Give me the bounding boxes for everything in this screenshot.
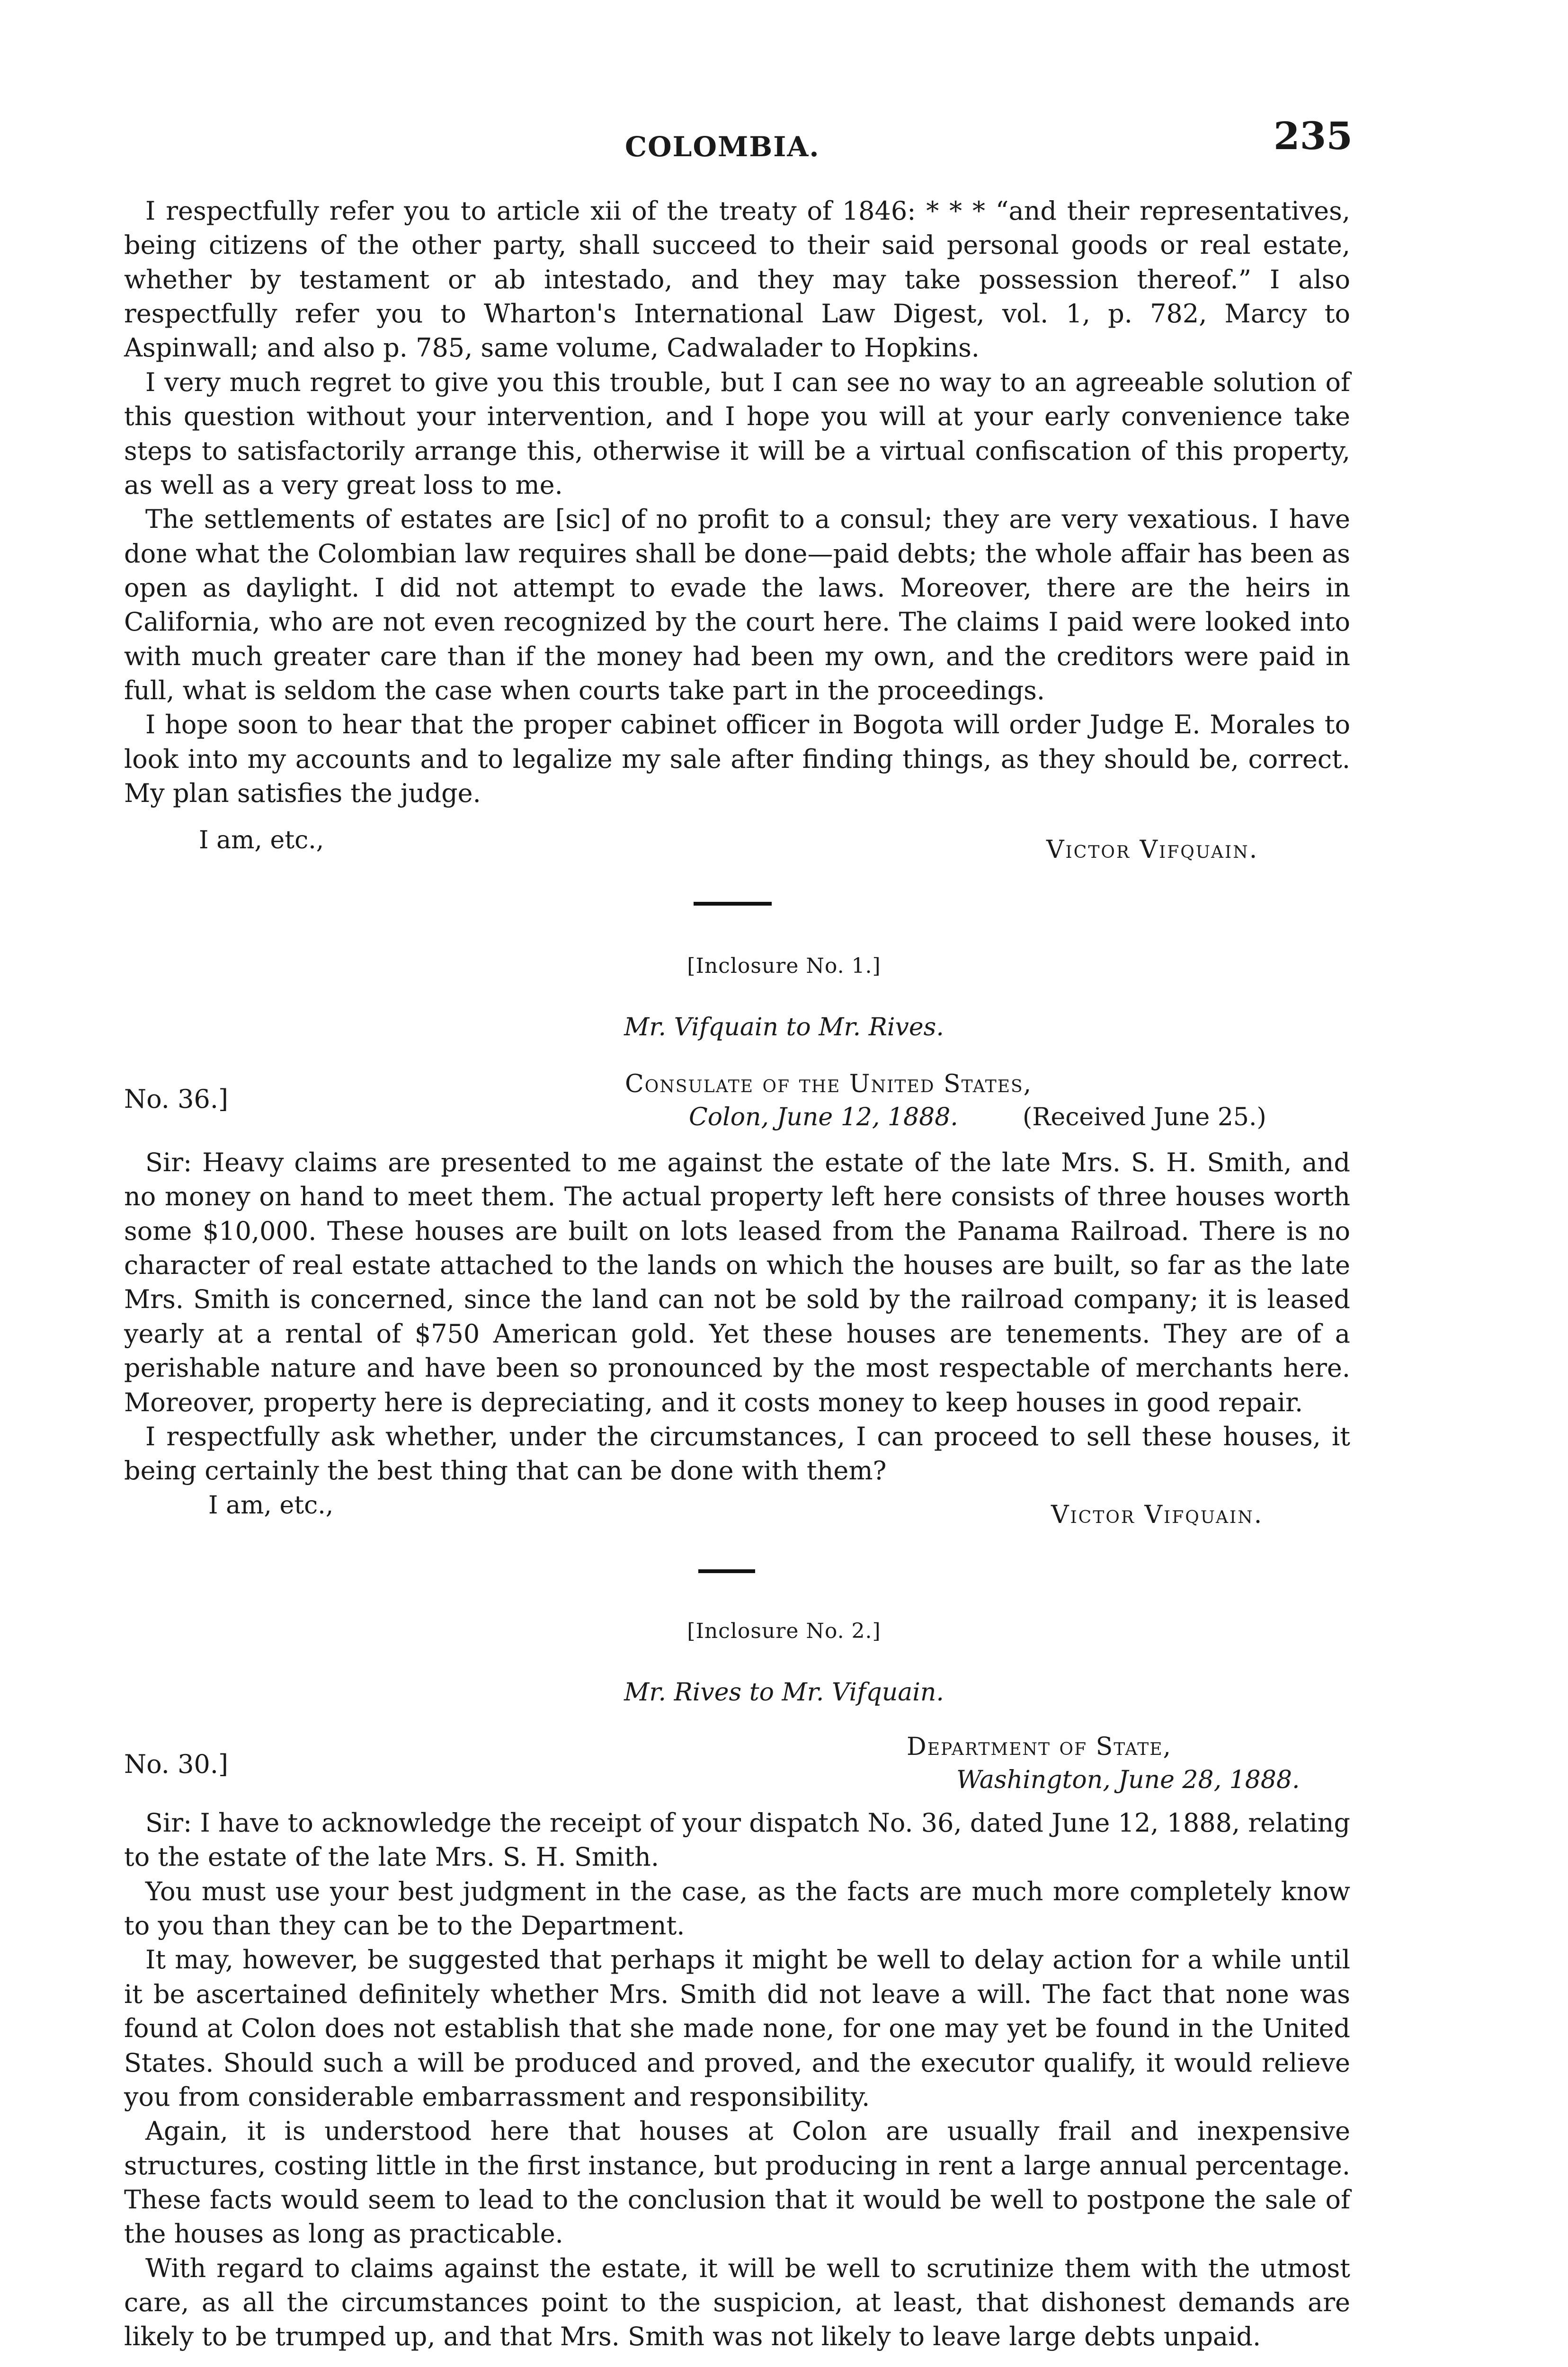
inclosure-2-paragraph: You must use your best judgment in the case, as the facts are much more completely know to you than they can be to the Department. bbox=[124, 1876, 1350, 1941]
intro-paragraph: I respectfully refer you to article xii of the treaty of 1846: * * * “and their representatives, being citizens of the other party, shall succeed to their said personal goods or real estate, whether by testament or ab intestado, and they may take possession thereof.” I also respectfully refer you to Wharton's International Law Digest, vol. 1, p. 782, Marcy to Aspinwall; and also p. 785, same volume, Cadwalader to Hopkins. bbox=[124, 196, 1350, 363]
inclosure-1-closing: I am, etc., bbox=[208, 1491, 334, 1520]
inclosure-1-signature: Victor Vifquain. bbox=[1051, 1501, 1264, 1529]
intro-letter-body bbox=[124, 194, 1350, 810]
inclosure-2-paragraph: With regard to claims against the estate, it will be well to scrutinize them with the utmost care, as all the circumstances point to the suspicion, at least, that dishonest demands are likely to be trumped up, and that Mrs. Smith was not likely to leave large debts unpaid. bbox=[124, 2253, 1350, 2352]
inclosure-2-place-date: Washington, June 28, 1888. bbox=[956, 1766, 1300, 1794]
inclosure-1-title: Mr. Vifquain to Mr. Rives. bbox=[624, 1013, 944, 1041]
inclosure-2-paragraph: Sir: I have to acknowledge the receipt of your dispatch No. 36, dated June 12, 1888, relating to the estate of the late Mrs. S. H. Smith. bbox=[124, 1808, 1350, 1872]
inclosure-1-body bbox=[124, 1146, 1350, 1488]
inclosure-2-label: [Inclosure No. 2.] bbox=[687, 1619, 881, 1643]
inclosure-1-received: (Received June 25.) bbox=[1023, 1103, 1266, 1131]
inclosure-1-origin: Consulate of the United States, bbox=[625, 1070, 1033, 1098]
intro-paragraph: I hope soon to hear that the proper cabinet officer in Bogota will order Judge E. Morales to look into my accounts and to legalize my sale after finding things, as they should be, correct. My plan satisfies the judge. bbox=[124, 710, 1350, 809]
inclosure-2-title: Mr. Rives to Mr. Vifquain. bbox=[624, 1678, 944, 1707]
running-head-title: COLOMBIA. bbox=[625, 131, 820, 163]
inclosure-2-origin: Department of State, bbox=[907, 1733, 1172, 1761]
page-number: 235 bbox=[1274, 114, 1353, 158]
intro-paragraph: I very much regret to give you this trouble, but I can see no way to an agreeable solution of this question without your intervention, and I hope you will at your early convenience take steps to satisfactorily arrange this, otherwise it will be a virtual confiscation of this property, as well as a very great loss to me. bbox=[124, 367, 1350, 500]
inclosure-1-label: [Inclosure No. 1.] bbox=[687, 954, 881, 978]
inclosure-2-doc-number: No. 30.] bbox=[124, 1749, 229, 1779]
inclosure-1-place-date: Colon, June 12, 1888. bbox=[689, 1103, 958, 1131]
inclosure-2-paragraph: Again, it is understood here that houses at Colon are usually frail and inexpensive structures, costing little in the first instance, but producing in rent a large annual percentage. These facts would seem to lead to the conclusion that it would be well to postpone the sale of the houses as long as practicable. bbox=[124, 2116, 1350, 2249]
section-divider bbox=[694, 902, 772, 906]
intro-closing: I am, etc., bbox=[199, 826, 324, 854]
inclosure-1-paragraph: I respectfully ask whether, under the circumstances, I can proceed to sell these houses, it being certainly the best thing that can be done with them? bbox=[124, 1421, 1350, 1486]
intro-signature: Victor Vifquain. bbox=[1046, 836, 1259, 864]
inclosure-1-paragraph: Sir: Heavy claims are presented to me against the estate of the late Mrs. S. H. Smith, and no money on hand to meet them. The actual property left here consists of three houses worth some $10,000. These houses are built on lots leased from the Panama Railroad. There is no character of real estate attached to the lands on which the houses are built, so far as the late Mrs. Smith is concerned, since the land can not be sold by the railroad company; it is leased yearly at a rental of $750 American gold. Yet these houses are tenements. They are of a perishable nature and have been so pronounced by the most respectable of merchants here. Moreover, property here is depreciating, and it costs money to keep houses in good repair. bbox=[124, 1148, 1350, 1417]
section-divider bbox=[698, 1569, 755, 1573]
intro-paragraph: The settlements of estates are [sic] of no profit to a consul; they are very vexatious. I have done what the Colombian law requires shall be done—paid debts; the whole affair has been as open as daylight. I did not attempt to evade the laws. Moreover, there are the heirs in California, who are not even recognized by the court here. The claims I paid were looked into with much greater care than if the money had been my own, and the creditors were paid in full, what is seldom the case when courts take part in the proceedings. bbox=[124, 504, 1350, 706]
inclosure-1-doc-number: No. 36.] bbox=[124, 1084, 229, 1114]
inclosure-2-paragraph: It may, however, be suggested that perhaps it might be well to delay action for a while until it be ascertained definitely whether Mrs. Smith did not leave a will. The fact that none was found at Colon does not establish that she made none, for one may yet be found in the United States. Should such a will be produced and proved, and the executor qualify, it would relieve you from considerable embarrassment and responsibility. bbox=[124, 1945, 1350, 2112]
inclosure-2-body bbox=[124, 1806, 1350, 2354]
